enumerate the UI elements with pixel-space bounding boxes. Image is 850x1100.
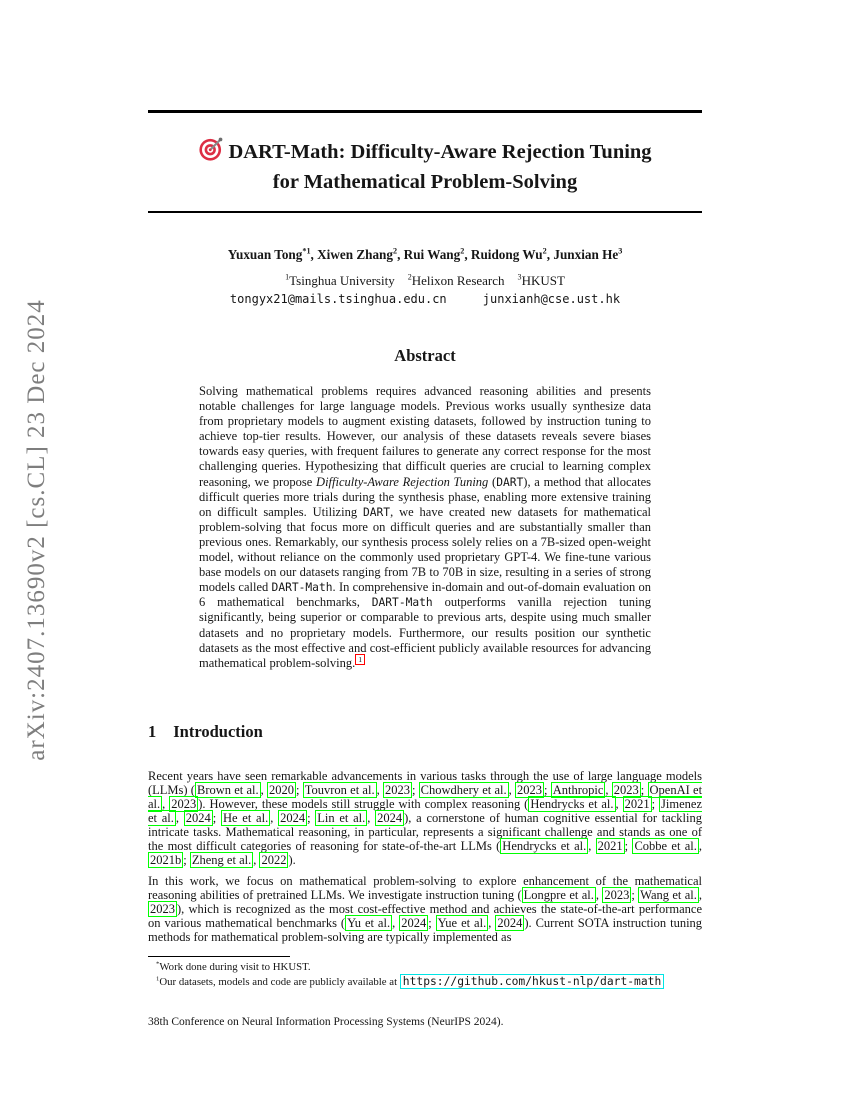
text-segment: 2 <box>542 246 547 256</box>
paper-title-text1: DART-Math: Difficulty-Aware Rejection Tuning <box>228 141 652 163</box>
conference-footer: 38th Conference on Neural Information Processing Systems (NeurIPS 2024). <box>148 1016 504 1028</box>
text-segment: 1 <box>156 975 160 983</box>
text-segment: , <box>270 811 279 826</box>
title-rule-top <box>148 110 702 113</box>
text-segment: ; <box>296 783 303 798</box>
text-segment: , <box>376 783 383 798</box>
text-segment: Recent years have seen remarkable advancements in various tasks through the use of large language models (LLMs) ( <box>148 769 702 798</box>
citation-link[interactable]: Zheng et al. <box>191 853 252 868</box>
text-segment: , <box>588 839 596 854</box>
text-segment: Solving mathematical problems requires advanced reasoning abilities and presents notable challenges for large language models. Previous works usually synthesize data from proprietary models to augment existing datasets, followed by instruction tuning to achieve top-tier results. However, our analysis of these datasets reveals severe biases towards easy queries, with frequent failures to generate any correct response for the most challenging queries. Hypothesizing that difficult queries are crucial to learning complex reasoning, we propose <box>199 384 651 489</box>
text-segment: * <box>156 960 160 968</box>
citation-link[interactable]: Chowdhery et al. <box>420 783 507 798</box>
text-segment: Our datasets, models and code are publicly available at <box>159 976 400 988</box>
paper-title-line1 <box>148 136 702 167</box>
footnote-ref-link[interactable]: 1 <box>355 654 365 665</box>
citation-link[interactable]: 2024 <box>185 811 211 826</box>
text-segment: ; <box>544 783 551 798</box>
text-segment: ; <box>624 839 633 854</box>
citation-link[interactable]: 2024 <box>497 916 523 931</box>
section-heading-introduction <box>148 722 702 742</box>
text-segment: , <box>698 839 702 854</box>
text-segment: , <box>508 783 516 798</box>
citation-link[interactable]: Touvron et al. <box>304 783 375 798</box>
emails-line: tongyx21@mails.tsinghua.edu.cn junxianh@cse.ust.hk <box>229 292 621 306</box>
text-segment: , <box>260 783 268 798</box>
text-segment: ( <box>488 474 497 489</box>
text-segment: ; <box>183 853 190 868</box>
text-segment: ; <box>428 916 436 931</box>
text-segment: Work done during visit to HKUST. <box>159 961 311 973</box>
abstract-text <box>199 384 651 671</box>
text-segment: ). Current SOTA instruction tuning methods for mathematical problem-solving are typically implemented as <box>148 916 703 945</box>
citation-link[interactable]: Longpre et al. <box>523 888 594 903</box>
text-segment: ; <box>631 888 639 903</box>
citation-link[interactable]: 2023 <box>517 783 543 798</box>
text-segment: , Ruidong Wu <box>464 247 543 262</box>
citation-link[interactable]: 2022 <box>261 853 287 868</box>
text-segment: , Junxian He <box>546 247 619 262</box>
citation-link[interactable]: 2023 <box>150 902 175 917</box>
footnote-1 <box>148 975 708 988</box>
paper-title <box>148 136 702 197</box>
text-segment: , <box>615 797 623 812</box>
text-segment: Helixon Research <box>411 273 518 288</box>
text-segment: , <box>392 916 400 931</box>
text-segment: , <box>175 811 184 826</box>
citation-link[interactable]: 2023 <box>613 783 639 798</box>
citation-link[interactable]: 2020 <box>269 783 295 798</box>
text-segment: 3 <box>618 246 623 256</box>
text-segment: ; <box>307 811 316 826</box>
text-segment: ). <box>288 853 296 868</box>
citation-link[interactable]: Jimenez et al. <box>148 797 702 826</box>
text-segment: 3 <box>517 272 522 282</box>
text-segment: HKUST <box>521 273 565 288</box>
text-segment: ; <box>640 783 648 798</box>
citation-link[interactable]: 2021 <box>624 797 650 812</box>
citation-link[interactable]: Yue et al. <box>437 916 487 931</box>
affiliations-line <box>148 273 702 289</box>
citation-link[interactable]: Wang et al. <box>640 888 697 903</box>
citation-link[interactable]: Anthropic <box>552 783 604 798</box>
text-segment: ). However, these models still struggle with complex reasoning ( <box>198 797 529 812</box>
text-segment: , <box>253 853 260 868</box>
text-segment: , <box>162 797 170 812</box>
text-segment: , <box>595 888 603 903</box>
citation-link[interactable]: 2021 <box>597 839 623 854</box>
text-segment: 2 <box>407 272 412 282</box>
footnote-star <box>148 961 708 973</box>
citation-link[interactable]: Brown et al. <box>196 783 259 798</box>
text-segment: Tsinghua University <box>289 273 408 288</box>
citation-link[interactable]: Hendrycks et al. <box>502 839 587 854</box>
section-title: Introduction <box>173 722 263 741</box>
text-segment: , Xiwen Zhang <box>310 247 393 262</box>
text-segment: 1 <box>285 272 290 282</box>
citation-link[interactable]: Cobbe et al. <box>634 839 697 854</box>
arxiv-banner: arXiv:2407.13690v2 [cs.CL] 23 Dec 2024 <box>23 299 50 761</box>
text-segment: In this work, we focus on mathematical problem-solving to explore enhancement of the mathematical reasoning abilities of pretrained LLMs. We investigate instruction tuning ( <box>148 874 702 903</box>
citation-link[interactable]: Yu et al. <box>347 916 391 931</box>
authors-line <box>148 247 702 263</box>
citation-link[interactable]: 2021b <box>150 853 182 868</box>
intro-paragraph-1 <box>148 769 702 867</box>
text-segment: ), a method that allocates difficult queries more trials during the synthesis phase, enabling more extensive training on difficult samples. Utilizing <box>199 474 651 519</box>
text-segment: DART-Math <box>371 596 433 610</box>
text-segment: , <box>605 783 612 798</box>
citation-link[interactable]: OpenAI et al. <box>148 783 703 812</box>
citation-link[interactable]: 2024 <box>280 811 306 826</box>
text-segment: , we have created new datasets for mathematical problem-solving that focus more on difficult queries and are substantially smaller than previous ones. Remarkably, our synthesis process solely relies on a 7B-sized open-weight model, without reliance on the commonly used proprietary GPT-4. We fine-tune various base models on our datasets ranging from 7B to 70B in size, resulting in a series of strong models called <box>199 504 652 595</box>
title-rule-bottom <box>148 211 702 213</box>
footnote-rule <box>148 956 290 957</box>
text-segment: *1 <box>302 246 311 256</box>
text-segment: 2 <box>392 246 398 256</box>
text-segment: , Rui Wang <box>397 247 461 262</box>
citation-link[interactable]: 2024 <box>401 916 427 931</box>
intro-paragraph-2 <box>148 874 702 944</box>
text-segment: Difficulty-Aware Rejection Tuning <box>316 474 489 489</box>
abstract-heading: Abstract <box>394 346 456 365</box>
citation-link[interactable]: 2023 <box>171 797 197 812</box>
text-segment: Yuxuan Tong <box>227 247 303 262</box>
text-segment: . In comprehensive in-domain and out-of-domain evaluation on 6 mathematical benchmarks, <box>199 580 651 610</box>
text-segment: DART <box>362 505 391 519</box>
text-segment: outperforms vanilla rejection tuning significantly, being superior or comparable to previous arts, despite using much smaller datasets and no proprietary models. Furthermore, our results position our synthetic datasets as the most effective and cost-efficient publicly available resources for advancing mathematical problem-solving. <box>199 595 651 670</box>
text-segment: , <box>488 916 496 931</box>
text-segment: DART-Math <box>271 581 333 595</box>
text-segment: ), which is recognized as the most cost-effective method and achieves the state-of-the-art performance on various mathematical benchmarks ( <box>148 902 702 931</box>
text-segment: , <box>698 888 702 903</box>
paper-title-text2: for Mathematical Problem-Solving <box>272 171 578 193</box>
text-segment: 2 <box>460 246 465 256</box>
text-segment: ), a cornerstone of human cognitive essential for tackling intricate tasks. Mathematical reasoning, in particular, represents a significant challenge and stands as one of the most difficult categories of reasoning for state-of-the-art LLMs ( <box>148 811 702 854</box>
citation-link[interactable]: He et al. <box>222 811 269 826</box>
dart-target-icon <box>198 141 228 163</box>
citation-link[interactable]: 2023 <box>384 783 410 798</box>
section-number: 1 <box>148 722 157 741</box>
citation-link[interactable]: Lin et al. <box>317 811 366 826</box>
citation-link[interactable]: Hendrycks et al. <box>530 797 614 812</box>
github-link[interactable]: https://github.com/hkust-nlp/dart-math <box>400 974 664 989</box>
text-segment: ; <box>411 783 419 798</box>
text-segment: , <box>367 811 376 826</box>
text-segment: ; <box>212 811 221 826</box>
text-segment: ; <box>651 797 660 812</box>
citation-link[interactable]: 2024 <box>377 811 403 826</box>
text-segment: DART <box>496 475 524 489</box>
citation-link[interactable]: 2023 <box>604 888 630 903</box>
